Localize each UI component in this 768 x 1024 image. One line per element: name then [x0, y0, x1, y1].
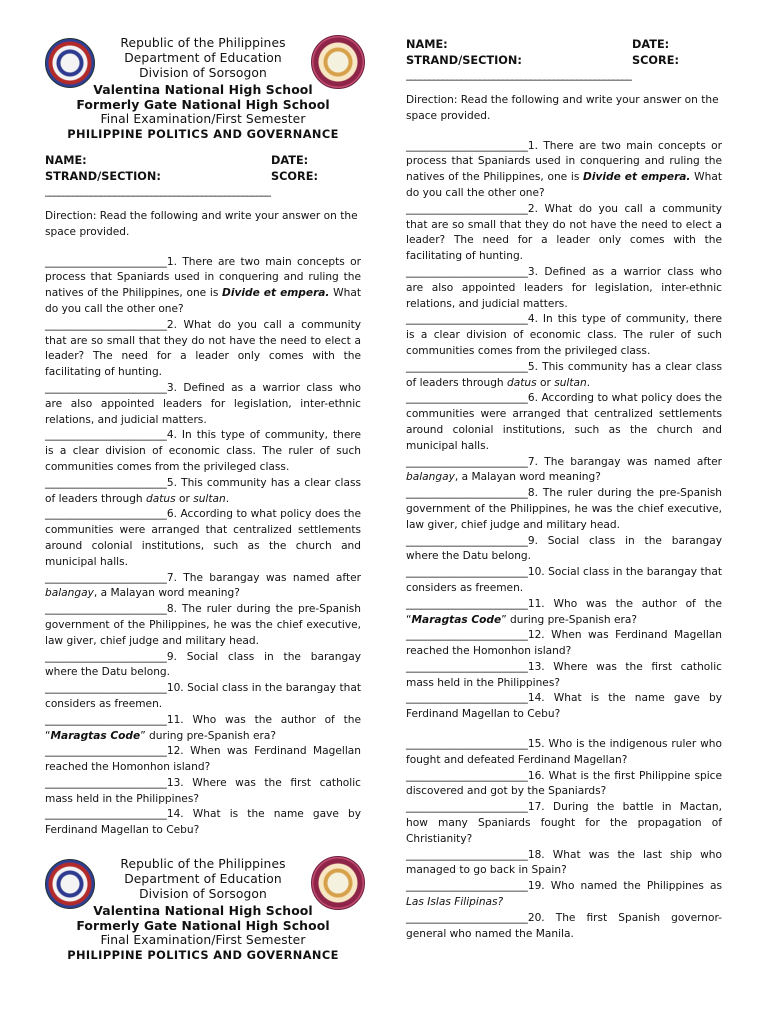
question-item [406, 391, 722, 454]
question-number: 12. [527, 629, 545, 642]
question-item [406, 691, 722, 723]
question-emphasis: datus [146, 492, 176, 505]
question-number: 3. [166, 381, 177, 394]
answer-blank: _______________________ [45, 808, 167, 821]
question-text: . [225, 492, 230, 505]
answer-blank: _______________________ [406, 660, 528, 673]
question-number: 14. [166, 808, 184, 821]
header-division: Division of Sorsogon [139, 887, 267, 902]
question-text: Where was the first catholic mass held in the Philippines? [45, 776, 361, 805]
question-number: 14. [527, 692, 545, 705]
question-text: What do you call a community that are so small that they do not have the need to elect a leader? The need for a leader only comes with the facilitating of hunting. [45, 318, 362, 379]
question-number: 3. [527, 265, 538, 278]
question-text: , a Malayan word meaning? [454, 471, 601, 484]
answer-blank: _______________________ [45, 650, 167, 663]
question-list [45, 255, 361, 839]
question-list [406, 139, 722, 943]
answer-blank: _______________________ [406, 202, 528, 215]
question-emphasis: Maragtas Code [50, 729, 141, 742]
header-school: Valentina National High School [93, 81, 313, 97]
header-republic: Republic of the Philippines [120, 857, 286, 871]
question-item [406, 628, 722, 660]
question-item [406, 597, 722, 629]
question-text: ” during pre-Spanish era? [501, 613, 637, 626]
question-text: There are two main concepts or process that Spaniards used in conquering and ruling the natives of the Philippines, one is [45, 255, 361, 300]
answer-blank: _______________________ [45, 745, 167, 758]
question-item [45, 744, 361, 776]
header-division: Division of Sorsogon [139, 66, 267, 81]
answer-blank: _______________________ [45, 476, 167, 489]
question-item [45, 476, 361, 508]
question-item [406, 455, 722, 487]
answer-blank: _______________________ [45, 381, 167, 394]
question-item [45, 381, 361, 428]
question-text: What is the name gave by Ferdinand Magellan to Cebu? [406, 692, 723, 721]
question-text: The ruler during the pre-Spanish government of the Philippines, he was the chief executive, law giver, chief judge and military head. [45, 603, 361, 647]
answer-blank: _______________________ [406, 597, 528, 610]
name-label: NAME: [45, 154, 87, 167]
question-text: The barangay was named after [183, 571, 361, 584]
question-emphasis: balangay [406, 471, 455, 484]
question-text: The ruler during the pre-Spanish government of the Philippines, he was the chief executive, law giver, chief judge and military head. [406, 487, 722, 531]
question-number: 7. [166, 571, 177, 584]
question-item [406, 800, 722, 847]
question-number: 1. [527, 139, 538, 152]
question-number: 9. [527, 534, 538, 547]
question-emphasis: Las Islas Filipinas? [406, 896, 504, 909]
question-item [45, 681, 361, 713]
question-number: 6. [527, 392, 538, 405]
question-text: Who was the author of the “ [45, 713, 362, 742]
question-text: ” during pre-Spanish era? [140, 729, 276, 742]
question-text: Who was the author of the “ [406, 597, 723, 626]
question-number: 2. [166, 318, 177, 331]
answer-blank: _______________________ [406, 629, 528, 642]
question-item [406, 660, 722, 692]
answer-blank: _______________________ [406, 534, 528, 547]
question-text: According to what policy does the communities were arranged that centralized settlements around colonial institutions, such as the church and municipal halls. [406, 392, 723, 452]
answer-blank: _______________________ [406, 911, 528, 924]
info-rule: _________________________________________________ [45, 185, 271, 197]
question-emphasis: Divide et empera. [222, 287, 330, 300]
question-emphasis: balangay [45, 587, 94, 600]
question-item [406, 360, 722, 392]
question-item [406, 848, 722, 880]
question-number: 10. [527, 566, 545, 579]
question-number: 18. [527, 848, 545, 861]
question-number: 1. [166, 255, 177, 268]
question-text: . [586, 376, 591, 389]
name-label: NAME: [406, 38, 448, 51]
question-text: What do you call the other one? [406, 171, 723, 199]
question-text: Social class in the barangay that considers as freemen. [406, 566, 722, 594]
question-item [45, 428, 361, 475]
question-number: 17. [527, 801, 545, 814]
question-number: 5. [166, 476, 177, 489]
question-number: 19. [527, 880, 545, 893]
header-school: Valentina National High School [93, 902, 313, 918]
question-item [45, 255, 361, 318]
school-seal-logo [311, 35, 365, 89]
question-emphasis: Divide et empera. [583, 171, 691, 184]
question-number: 6. [166, 508, 177, 521]
question-text: What is the name gave by Ferdinand Magellan to Cebu? [45, 808, 362, 837]
question-text: When was Ferdinand Magellan reached the Homonhon island? [45, 745, 361, 774]
question-item [45, 571, 361, 603]
question-text: Where was the first catholic mass held in the Philippines? [406, 660, 722, 689]
question-item [406, 565, 722, 597]
answer-blank: _______________________ [406, 139, 528, 152]
question-text: or [175, 492, 194, 505]
student-info [45, 153, 361, 185]
header-exam: Final Examination/First Semester [100, 933, 306, 948]
question-number: 11. [166, 713, 184, 726]
answer-blank: _______________________ [45, 255, 167, 268]
question-text: In this type of community, there is a clear division of economic class. The ruler of such communities comes from the privileged class. [45, 429, 361, 473]
question-text: Who named the Philippines as [550, 880, 722, 893]
answer-blank: _______________________ [45, 318, 167, 331]
question-item [45, 713, 361, 745]
question-item [406, 769, 722, 801]
question-number: 13. [166, 776, 184, 789]
question-item [406, 139, 722, 202]
strand-label: STRAND/SECTION: [45, 169, 161, 183]
deped-seal-logo [45, 859, 95, 909]
question-item [45, 602, 361, 649]
answer-blank: _______________________ [406, 392, 528, 405]
question-text: When was Ferdinand Magellan reached the Homonhon island? [406, 629, 722, 658]
answer-blank: _______________________ [406, 880, 528, 893]
question-item [45, 807, 361, 839]
question-text: or [536, 376, 555, 389]
question-item [406, 312, 722, 359]
date-label: DATE: [632, 38, 670, 51]
answer-blank: _______________________ [406, 848, 528, 861]
question-text: Social class in the barangay that considers as freemen. [45, 682, 361, 710]
question-item [45, 776, 361, 808]
question-text: During the battle in Mactan, how many Spaniards fought for the propagation of Christianity? [406, 801, 722, 845]
question-text: In this type of community, there is a clear division of economic class. The ruler of such communities comes from the privileged class. [406, 313, 722, 357]
answer-blank: _______________________ [406, 692, 528, 705]
question-emphasis: Maragtas Code [411, 613, 502, 626]
question-text: , a Malayan word meaning? [93, 587, 240, 600]
header-republic: Republic of the Philippines [120, 36, 286, 50]
question-text: Social class in the barangay where the Datu belong. [406, 534, 722, 563]
question-number: 8. [527, 487, 538, 500]
question-text: The first Spanish governor-general who named the Manila. [406, 911, 722, 940]
score-label: SCORE: [271, 169, 318, 183]
question-number: 2. [527, 202, 538, 215]
direction-text: Direction: Read the following and write your answer on the space provided. [406, 94, 719, 122]
answer-blank: _______________________ [406, 265, 528, 278]
question-text: Defined as a warrior class who are also appointed leaders for legislation, inter-ethnic relations, and judicial matters. [406, 265, 723, 310]
question-item [406, 486, 722, 533]
question-text: Who is the indigenous ruler who fought and defeated Ferdinand Magellan? [406, 738, 722, 766]
question-text: What do you call a community that are so small that they do not have the need to elect a leader? The need for a leader only comes with the facilitating of hunting. [406, 202, 723, 263]
deped-seal-logo [45, 38, 95, 88]
question-number: 7. [527, 455, 538, 468]
question-text: Social class in the barangay where the Datu belong. [45, 650, 361, 679]
answer-blank: _______________________ [406, 313, 528, 326]
info-rule: _________________________________________________ [406, 69, 632, 81]
answer-blank: _______________________ [406, 360, 528, 373]
answer-blank: _______________________ [45, 776, 167, 789]
answer-blank: _______________________ [406, 487, 528, 500]
direction-text: Direction: Read the following and write your answer on the space provided. [45, 210, 358, 238]
question-number: 12. [166, 745, 184, 758]
question-item [406, 202, 722, 265]
question-number: 13. [527, 660, 545, 673]
question-text: According to what policy does the communities were arranged that centralized settlements around colonial institutions, such as the church and municipal halls. [45, 508, 362, 568]
question-item [406, 879, 722, 911]
question-number: 10. [166, 682, 184, 695]
header-former-name: Formerly Gate National High School [76, 96, 330, 112]
answer-blank: _______________________ [45, 713, 167, 726]
question-item [406, 265, 722, 312]
left-column [45, 36, 361, 839]
header-subject: PHILIPPINE POLITICS AND GOVERNANCE [67, 127, 339, 142]
question-item [45, 650, 361, 682]
question-emphasis: sultan [554, 376, 587, 389]
question-number: 4. [166, 429, 177, 442]
question-number: 5. [527, 360, 538, 373]
answer-blank: _______________________ [45, 682, 167, 695]
question-number: 4. [527, 313, 538, 326]
question-number: 16. [527, 769, 545, 782]
second-letterhead-column [45, 857, 361, 963]
question-item [406, 737, 722, 769]
question-text: There are two main concepts or process that Spaniards used in conquering and ruling the natives of the Philippines, one is [406, 139, 722, 184]
question-text: This community has a clear class of leaders through [45, 476, 361, 505]
question-item [406, 534, 722, 566]
question-number: 11. [527, 597, 545, 610]
header-subject: PHILIPPINE POLITICS AND GOVERNANCE [67, 948, 339, 963]
question-number: 8. [166, 603, 177, 616]
answer-blank: _______________________ [406, 801, 528, 814]
header-former-name: Formerly Gate National High School [76, 917, 330, 933]
student-info [406, 37, 722, 69]
answer-blank: _______________________ [406, 769, 528, 782]
answer-blank: _______________________ [45, 603, 167, 616]
answer-blank: _______________________ [45, 571, 167, 584]
question-number: 20. [527, 911, 545, 924]
question-text: What is the first Philippine spice discovered and got by the Spaniards? [406, 769, 722, 798]
question-number: 9. [166, 650, 177, 663]
answer-blank: _______________________ [406, 738, 528, 751]
school-seal-logo [311, 856, 365, 910]
question-item [406, 911, 722, 943]
date-label: DATE: [271, 154, 309, 167]
score-label: SCORE: [632, 53, 679, 67]
answer-blank: _______________________ [406, 566, 528, 579]
answer-blank: _______________________ [45, 508, 167, 521]
answer-blank: _______________________ [406, 455, 528, 468]
answer-blank: _______________________ [45, 429, 167, 442]
question-emphasis: datus [507, 376, 537, 389]
question-emphasis: sultan [193, 492, 226, 505]
question-text: The barangay was named after [544, 455, 722, 468]
right-column [406, 37, 722, 942]
question-text: This community has a clear class of leaders through [406, 360, 722, 389]
header-department: Department of Education [124, 51, 282, 66]
header-exam: Final Examination/First Semester [100, 112, 306, 127]
question-text: What was the last ship who managed to go back in Spain? [406, 848, 722, 877]
letterhead [45, 36, 361, 142]
question-text: What do you call the other one? [45, 287, 362, 315]
header-department: Department of Education [124, 872, 282, 887]
question-text: Defined as a warrior class who are also appointed leaders for legislation, inter-ethnic relations, and judicial matters. [45, 381, 362, 426]
strand-label: STRAND/SECTION: [406, 53, 522, 67]
letterhead [45, 857, 361, 963]
question-item [45, 507, 361, 570]
question-number: 15. [527, 738, 545, 751]
question-item [45, 318, 361, 381]
